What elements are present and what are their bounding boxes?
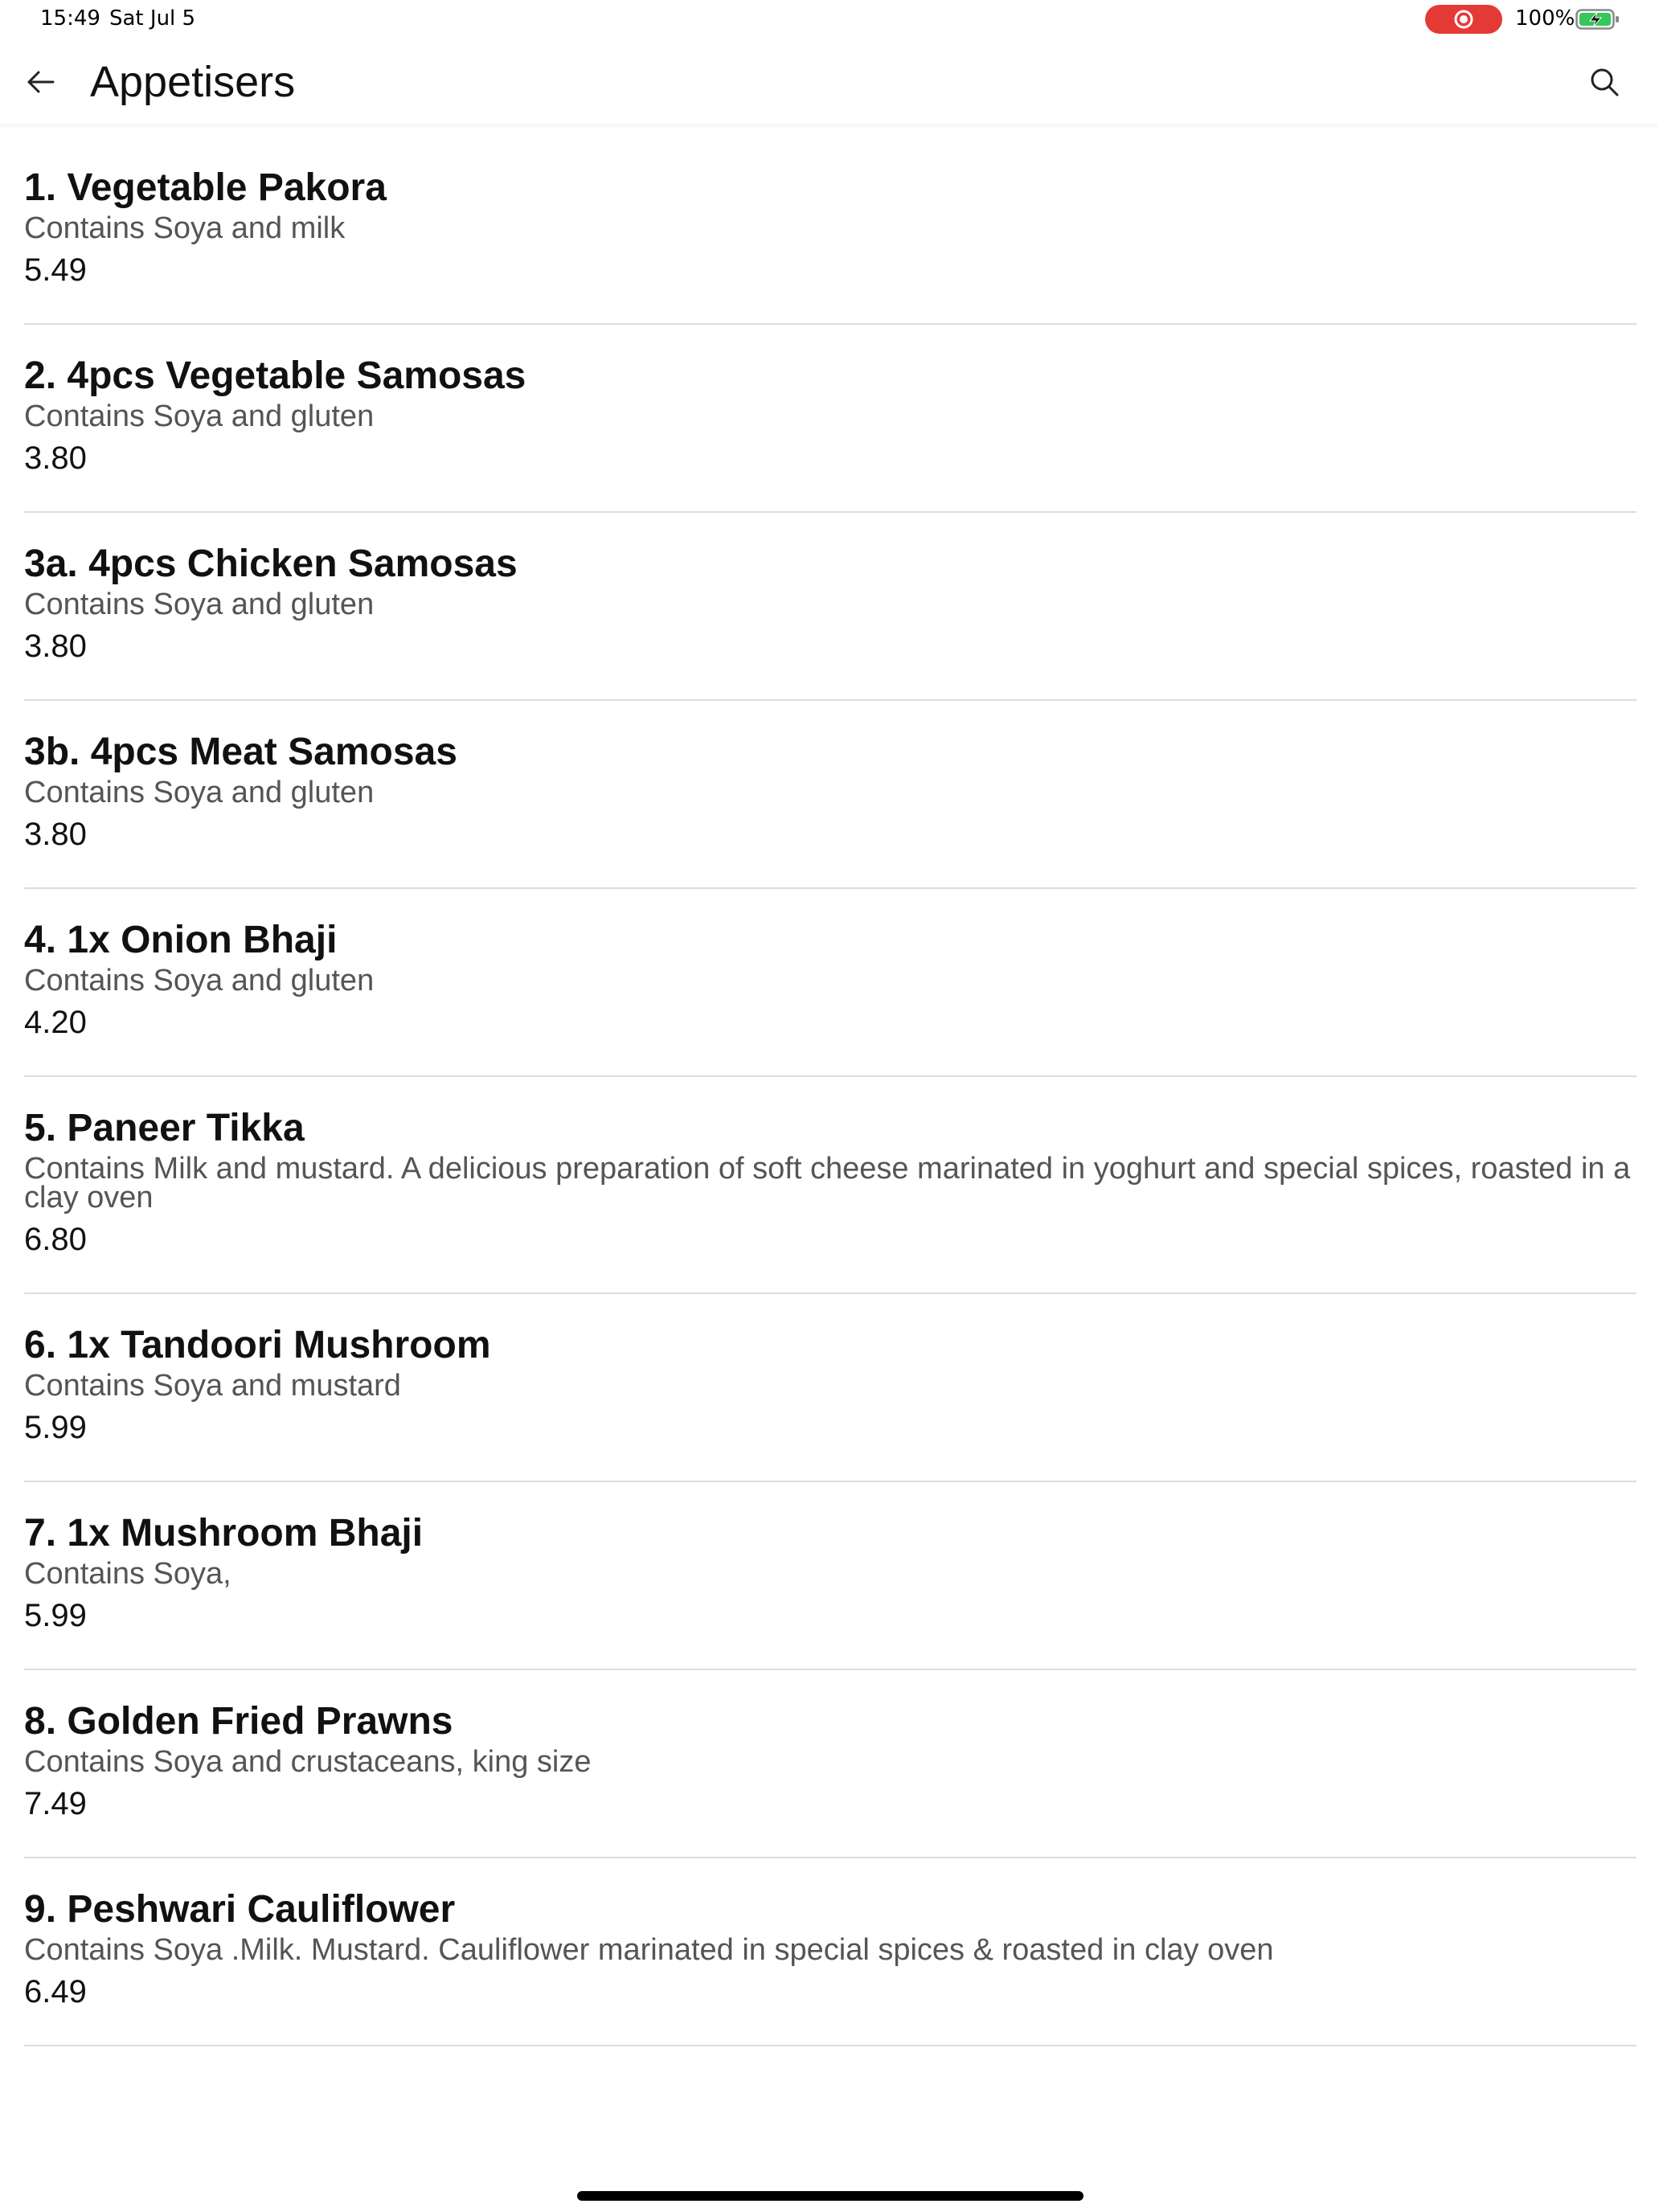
item-description: Contains Soya and gluten: [24, 776, 375, 809]
item-price: 3.80: [24, 817, 87, 852]
item-name: 9. Peshwari Cauliflower: [24, 1888, 456, 1931]
item-price: 3.80: [24, 629, 87, 664]
menu-item[interactable]: [24, 513, 1636, 701]
search-button[interactable]: [1583, 61, 1625, 103]
arrow-left-icon: [24, 66, 56, 98]
menu-list: [24, 137, 1636, 2046]
item-price: 4.20: [24, 1005, 87, 1040]
item-description: Contains Soya and gluten: [24, 399, 375, 433]
menu-item[interactable]: [24, 1294, 1636, 1482]
item-description: Contains Soya and milk: [24, 211, 346, 245]
menu-item[interactable]: [24, 701, 1636, 889]
menu-item[interactable]: [24, 1670, 1636, 1858]
menu-item[interactable]: [24, 137, 1636, 325]
menu-item[interactable]: [24, 1077, 1636, 1294]
item-description: Contains Soya and mustard: [24, 1369, 401, 1403]
item-name: 5. Paneer Tikka: [24, 1107, 305, 1149]
item-price: 6.80: [24, 1222, 87, 1257]
item-name: 8. Golden Fried Prawns: [24, 1700, 453, 1743]
item-price: 3.80: [24, 440, 87, 476]
status-time: 15:49: [40, 6, 100, 31]
item-price: 6.49: [24, 1974, 87, 2009]
item-description: Contains Soya and gluten: [24, 964, 375, 997]
battery-percentage: 100%: [1515, 6, 1575, 31]
item-price: 7.49: [24, 1786, 87, 1821]
search-icon: [1588, 66, 1620, 98]
item-name: 4. 1x Onion Bhaji: [24, 919, 338, 961]
menu-item[interactable]: [24, 1482, 1636, 1670]
item-description: Contains Soya .Milk. Mustard. Cauliflower marinated in special spices & roasted in clay oven: [24, 1933, 1274, 1967]
screen-recording-icon[interactable]: [1425, 5, 1502, 34]
back-button[interactable]: [18, 59, 63, 104]
item-description: Contains Milk and mustard. A delicious preparation of soft cheese marinated in yoghurt and special spices, roasted in a clay oven: [24, 1152, 1631, 1215]
battery-charging-icon: [1575, 8, 1620, 31]
item-description: Contains Soya and crustaceans, king size: [24, 1745, 592, 1779]
item-name: 7. 1x Mushroom Bhaji: [24, 1512, 424, 1555]
page-title: Appetisers: [90, 58, 296, 106]
item-price: 5.99: [24, 1598, 87, 1633]
home-indicator[interactable]: [577, 2191, 1083, 2201]
item-name: 1. Vegetable Pakora: [24, 166, 387, 209]
item-name: 2. 4pcs Vegetable Samosas: [24, 354, 526, 397]
item-name: 6. 1x Tandoori Mushroom: [24, 1324, 491, 1366]
item-price: 5.99: [24, 1410, 87, 1445]
status-bar: [0, 0, 1659, 37]
item-name: 3b. 4pcs Meat Samosas: [24, 731, 457, 773]
item-description: Contains Soya and gluten: [24, 588, 375, 621]
app-bar: [0, 40, 1659, 124]
item-price: 5.49: [24, 252, 87, 288]
item-description: Contains Soya,: [24, 1557, 231, 1591]
menu-item[interactable]: [24, 889, 1636, 1077]
menu-item[interactable]: [24, 325, 1636, 513]
item-name: 3a. 4pcs Chicken Samosas: [24, 543, 518, 585]
status-date: Sat Jul 5: [109, 6, 196, 31]
menu-item[interactable]: [24, 1858, 1636, 2046]
